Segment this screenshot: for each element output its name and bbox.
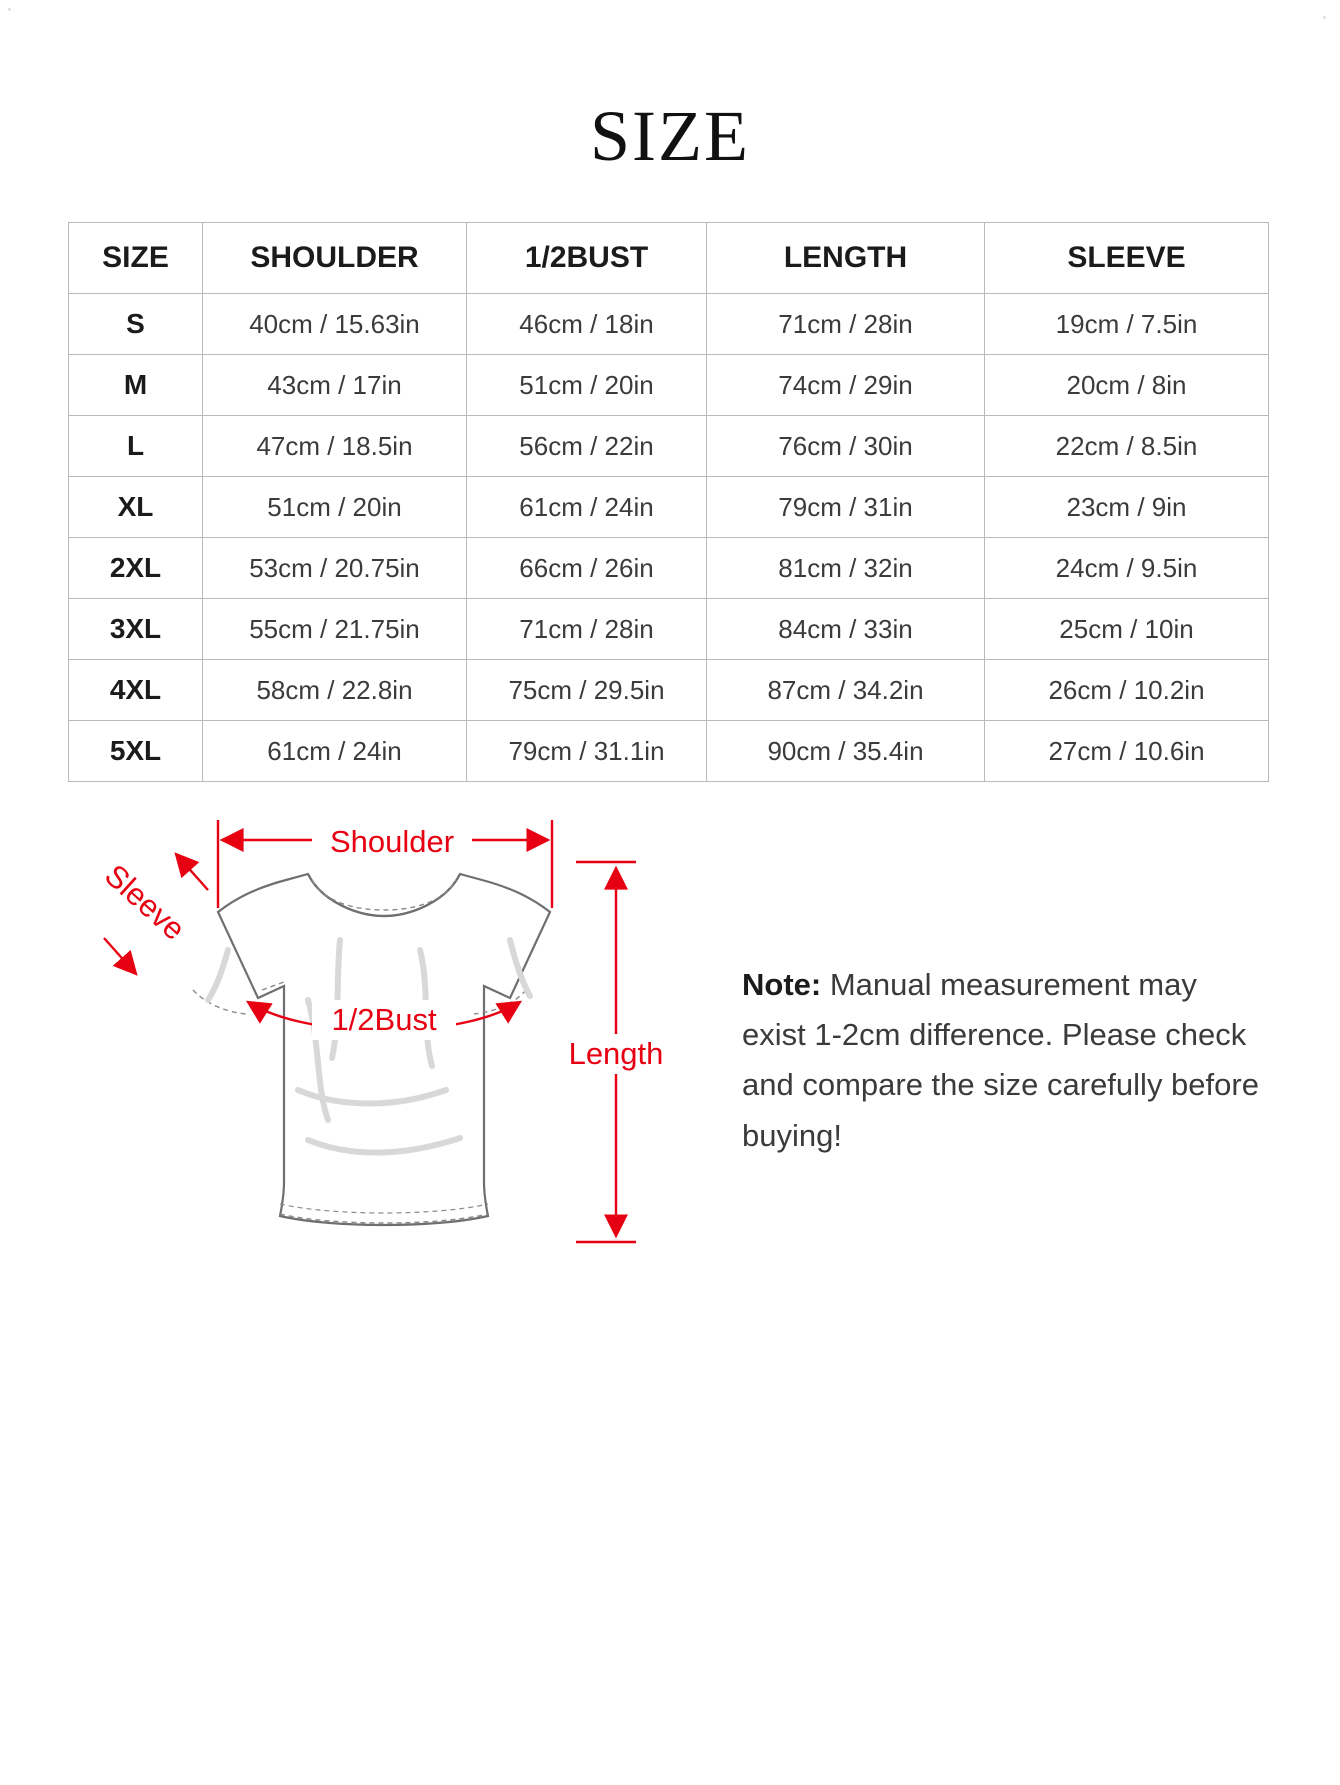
- cell-shoulder: 40cm / 15.63in: [203, 294, 467, 355]
- cell-length: 79cm / 31in: [707, 477, 985, 538]
- cell-bust: 61cm / 24in: [467, 477, 707, 538]
- cell-size: 5XL: [69, 721, 203, 782]
- cell-bust: 79cm / 31.1in: [467, 721, 707, 782]
- corner-mark: [8, 8, 11, 11]
- cell-shoulder: 61cm / 24in: [203, 721, 467, 782]
- cell-length: 74cm / 29in: [707, 355, 985, 416]
- cell-size: L: [69, 416, 203, 477]
- table-row: [69, 294, 1269, 355]
- size-table: [68, 222, 1269, 782]
- cell-sleeve: 23cm / 9in: [985, 477, 1269, 538]
- tshirt-outline: [218, 874, 550, 1225]
- cell-sleeve: 20cm / 8in: [985, 355, 1269, 416]
- cell-sleeve: 25cm / 10in: [985, 599, 1269, 660]
- cell-bust: 56cm / 22in: [467, 416, 707, 477]
- column-header-bust: 1/2BUST: [467, 223, 707, 294]
- column-header-length: LENGTH: [707, 223, 985, 294]
- cell-sleeve: 24cm / 9.5in: [985, 538, 1269, 599]
- table-row: [69, 538, 1269, 599]
- table-row: [69, 721, 1269, 782]
- cell-size: XL: [69, 477, 203, 538]
- measurement-note: [742, 960, 1262, 1161]
- column-header-size: SIZE: [69, 223, 203, 294]
- cell-sleeve: 19cm / 7.5in: [985, 294, 1269, 355]
- sleeve-label: Sleeve: [98, 857, 192, 947]
- table-row: [69, 660, 1269, 721]
- sleeve-hem-left: [193, 990, 246, 1014]
- table-header-row: [69, 223, 1269, 294]
- cell-bust: 75cm / 29.5in: [467, 660, 707, 721]
- cell-shoulder: 53cm / 20.75in: [203, 538, 467, 599]
- cell-length: 87cm / 34.2in: [707, 660, 985, 721]
- cell-bust: 71cm / 28in: [467, 599, 707, 660]
- cell-sleeve: 22cm / 8.5in: [985, 416, 1269, 477]
- size-table-body: [69, 294, 1269, 782]
- cell-shoulder: 43cm / 17in: [203, 355, 467, 416]
- corner-mark: [1323, 16, 1326, 19]
- cell-length: 76cm / 30in: [707, 416, 985, 477]
- cell-size: S: [69, 294, 203, 355]
- cell-length: 71cm / 28in: [707, 294, 985, 355]
- length-label: Length: [568, 1036, 664, 1071]
- cell-size: 2XL: [69, 538, 203, 599]
- cell-bust: 66cm / 26in: [467, 538, 707, 599]
- cell-bust: 46cm / 18in: [467, 294, 707, 355]
- cell-length: 90cm / 35.4in: [707, 721, 985, 782]
- cell-sleeve: 27cm / 10.6in: [985, 721, 1269, 782]
- sleeve-arrow-bottom: [104, 938, 136, 974]
- cell-sleeve: 26cm / 10.2in: [985, 660, 1269, 721]
- cell-length: 81cm / 32in: [707, 538, 985, 599]
- cell-shoulder: 47cm / 18.5in: [203, 416, 467, 477]
- bust-label: 1/2Bust: [331, 1002, 437, 1037]
- cell-size: 3XL: [69, 599, 203, 660]
- table-row: [69, 599, 1269, 660]
- cell-size: 4XL: [69, 660, 203, 721]
- cell-bust: 51cm / 20in: [467, 355, 707, 416]
- tshirt-measurement-diagram: [40, 790, 700, 1350]
- note-prefix: Note:: [742, 967, 822, 1002]
- table-row: [69, 477, 1269, 538]
- cell-shoulder: 55cm / 21.75in: [203, 599, 467, 660]
- cell-length: 84cm / 33in: [707, 599, 985, 660]
- size-table-head: [69, 223, 1269, 294]
- note-text: Manual measurement may exist 1-2cm difference. Please check and compare the size carefully before buying!: [742, 967, 1259, 1153]
- sleeve-arrow-top: [176, 854, 208, 890]
- column-header-shoulder: SHOULDER: [203, 223, 467, 294]
- shoulder-label: Shoulder: [329, 824, 455, 859]
- size-table-wrapper: [68, 222, 1268, 782]
- table-row: [69, 355, 1269, 416]
- cell-shoulder: 51cm / 20in: [203, 477, 467, 538]
- cell-shoulder: 58cm / 22.8in: [203, 660, 467, 721]
- table-row: [69, 416, 1269, 477]
- cell-size: M: [69, 355, 203, 416]
- column-header-sleeve: SLEEVE: [985, 223, 1269, 294]
- page-title: SIZE: [590, 96, 750, 176]
